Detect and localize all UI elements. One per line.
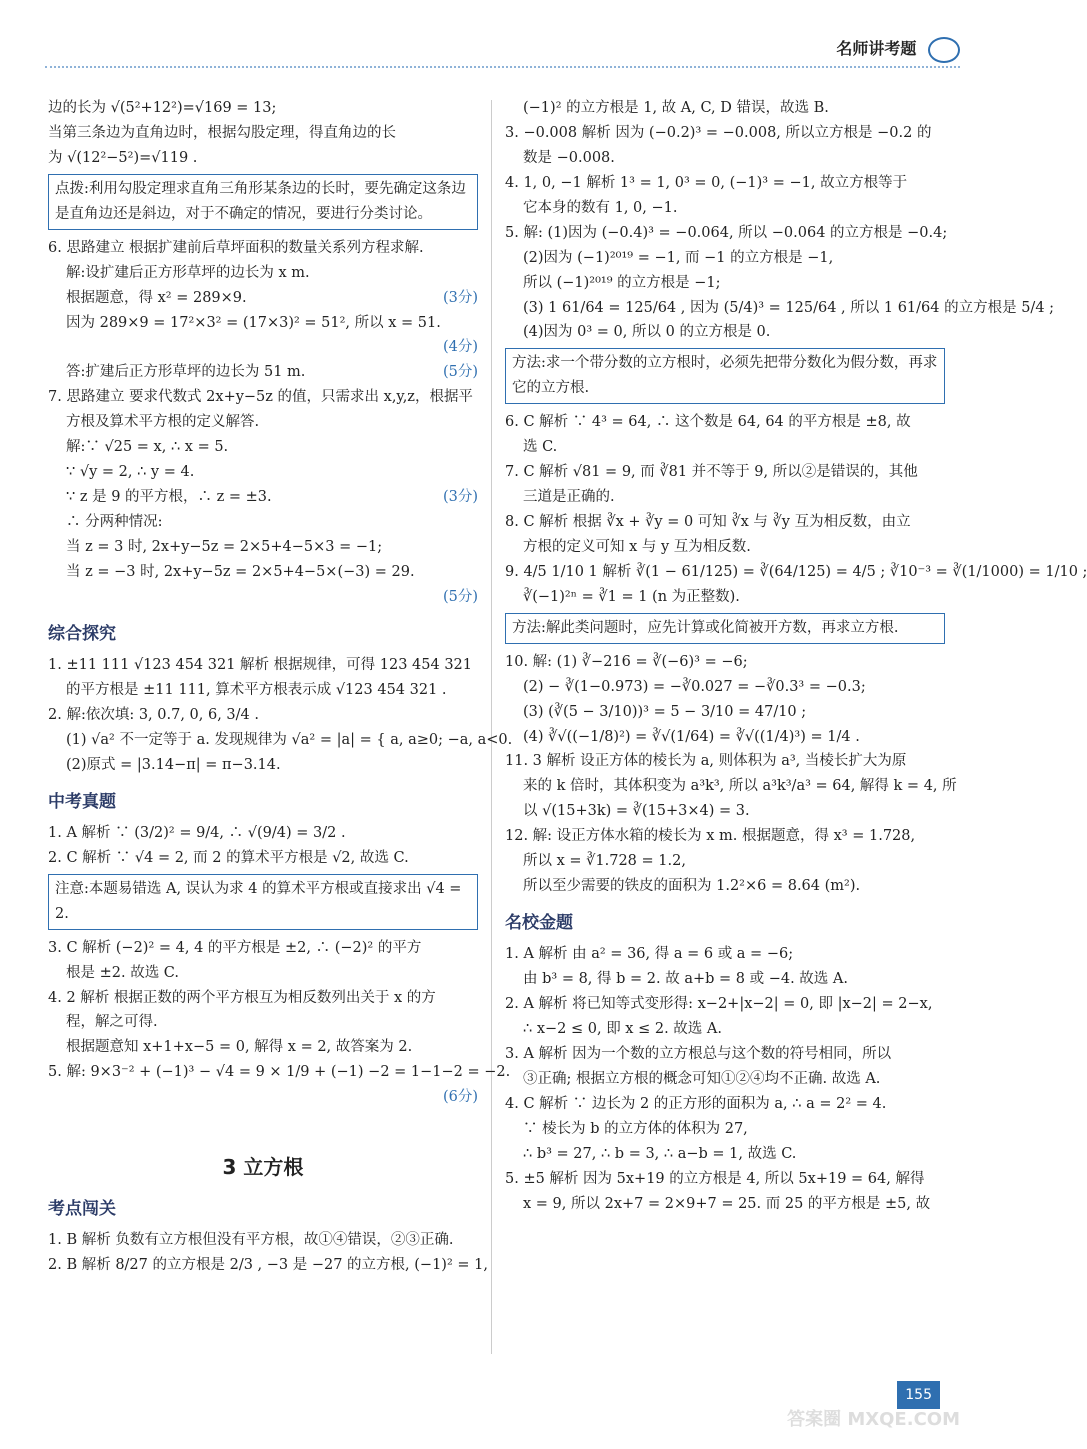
score-label: (5分) xyxy=(442,364,478,381)
page-number: 155 xyxy=(897,1381,940,1409)
q7-line: 解:∵ √25 = x, ∴ x = 5. xyxy=(66,439,229,456)
answer-line: 4. 1, 0, −1 解析 1³ = 1, 0³ = 0, (−1)³ = −1, 故立方根等于 xyxy=(505,174,908,191)
answer-line: 程，解之可得. xyxy=(66,1014,158,1031)
answer-line: 三道是正确的. xyxy=(523,489,615,506)
answer-line: 方根的定义可知 x 与 y 互为相反数. xyxy=(523,538,751,555)
answer-line: 11. 3 解析 设正方体的棱长为 a, 则体积为 a³, 当棱长扩大为原 xyxy=(505,753,907,770)
q6-line: 根据题意，得 x² = 289×9. (3分) xyxy=(48,286,478,311)
answer-line: 2. C 解析 ∵ √4 = 2, 而 2 的算术平方根是 √2, 故选 C. xyxy=(48,849,409,866)
answer-line: (2)原式 = |3.14−π| = π−3.14. xyxy=(66,756,281,773)
q7-line xyxy=(48,585,478,610)
text-line: 为 √(12²−5²)=√119 . xyxy=(48,149,198,166)
answer-line: 9. 4/5 1/10 1 解析 ∛(1 − 61/125) = ∛(64/125) = 4/5 ; ∛10⁻³ = ∛(1/1000) = 1/10 ; xyxy=(505,563,1087,580)
answer-line: ③正确; 根据立方根的概念可知①②④均不正确. 故选 A. xyxy=(523,1070,881,1087)
brand-logo-icon xyxy=(928,37,960,63)
answer-line: (2) − ∛(1−0.973) = −∛0.027 = −∛0.3³ = −0.3; xyxy=(523,678,866,695)
answer-line: 10. 解: (1) ∛−216 = ∛(−6)³ = −6; xyxy=(505,653,748,670)
answer-line: 3. C 解析 (−2)² = 4, 4 的平方根是 ±2, ∴ (−2)² 的平方 xyxy=(48,939,422,956)
q7-line: 方根及算术平方根的定义解答. xyxy=(66,414,260,431)
q7-line: ∴ 分两种情况: xyxy=(66,514,163,530)
answer-line: (−1)² 的立方根是 1, 故 A, C, D 错误，故选 B. xyxy=(523,100,829,116)
answer-line: ∵ 棱长为 b 的立方体的体积为 27, xyxy=(523,1120,748,1137)
header-rule xyxy=(45,66,960,68)
answer-line: ∴ x−2 ≤ 0, 即 x ≤ 2. 故选 A. xyxy=(523,1021,722,1038)
score-label: (5分) xyxy=(442,588,478,605)
text-line: 边的长为 √(5²+12²)=√169 = 13; xyxy=(48,100,277,116)
answer-line: 所以至少需要的铁皮的面积为 1.2²×6 = 8.64 (m²). xyxy=(523,878,861,895)
answer-line: 12. 解: 设正方体水箱的棱长为 x m. 根据题意，得 x³ = 1.728, xyxy=(505,828,916,845)
answer-line xyxy=(48,1085,478,1110)
answer-line: 的平方根是 ±11 111, 算术平方根表示成 √123 454 321 . xyxy=(66,681,447,698)
answer-line: 根是 ±2. 故选 C. xyxy=(66,964,179,981)
q6-line: 因为 289×9 = 17²×3² = (17×3)² = 51², 所以 x = 51. xyxy=(66,314,441,331)
q7-line: 7. 思路建立 要求代数式 2x+y−5z 的值，只需求出 x,y,z，根据平 xyxy=(48,389,473,406)
answer-line: (4) ∛√((−1/8)²) = ∛√(1/64) = ∛√((1/4)³) = 1/4 . xyxy=(523,728,860,745)
section-heading: 中考真题 xyxy=(48,791,116,812)
score-label: (6分) xyxy=(442,1089,478,1106)
answer-line: ∴ b³ = 27, ∴ b = 3, ∴ a−b = 1, 故选 C. xyxy=(523,1145,797,1162)
answer-line: 4. C 解析 ∵ 边长为 2 的正方形的面积为 a, ∴ a = 2² = 4. xyxy=(505,1095,887,1112)
score-label: (3分) xyxy=(442,489,478,506)
answer-line: 选 C. xyxy=(523,439,558,456)
answer-line: (4)因为 0³ = 0, 所以 0 的立方根是 0. xyxy=(523,324,771,341)
score-label: (3分) xyxy=(442,289,478,306)
answer-line: 4. 2 解析 根据正数的两个平方根互为相反数列出关于 x 的方 xyxy=(48,989,436,1006)
answer-line: 所以 (−1)²⁰¹⁹ 的立方根是 −1; xyxy=(523,274,721,291)
page-header xyxy=(836,36,960,63)
answer-line: (1) √a² 不一定等于 a. 发现规律为 √a² = |a| = { a, a≥0; −a, a<0. xyxy=(66,731,513,748)
answer-line: 7. C 解析 √81 = 9, 而 ∛81 并不等于 9, 所以②是错误的，其他 xyxy=(505,464,918,481)
q7-line: ∵ √y = 2, ∴ y = 4. xyxy=(66,464,195,481)
left-column xyxy=(48,96,513,1278)
q6-line: 解:设扩建后正方形草坪的边长为 x m. xyxy=(66,264,310,281)
answer-line: 根据题意知 x+1+x−5 = 0, 解得 x = 2, 故答案为 2. xyxy=(66,1039,413,1056)
chapter-title: 3 立方根 xyxy=(222,1155,304,1180)
answer-line: ∛(−1)²ⁿ = ∛1 = 1 (n 为正整数). xyxy=(523,588,740,605)
q6-line: 答:扩建后正方形草坪的边长为 51 m. (5分) xyxy=(48,360,478,385)
watermark: 答案圈 MXQE.COM xyxy=(787,1409,960,1430)
right-column xyxy=(505,96,1087,1217)
answer-line: (2)因为 (−1)²⁰¹⁹ = −1, 而 −1 的立方根是 −1, xyxy=(523,249,834,266)
text-line: 当第三条边为直角边时，根据勾股定理，得直角边的长 xyxy=(48,124,396,141)
answer-line: 1. A 解析 ∵ (3/2)² = 9/4, ∴ √(9/4) = 3/2 . xyxy=(48,824,346,841)
answer-line: 3. A 解析 因为一个数的立方根总与这个数的符号相同，所以 xyxy=(505,1046,892,1063)
answer-line: (3) 1 61/64 = 125/64 , 因为 (5/4)³ = 125/64 , 所以 1 61/64 的立方根是 5/4 ; xyxy=(523,299,1055,316)
q7-line: 当 z = −3 时, 2x+y−5z = 2×5+4−5×(−3) = 29. xyxy=(66,563,415,580)
answer-line: 5. 解: (1)因为 (−0.4)³ = −0.064, 所以 −0.064 的立方根是 −0.4; xyxy=(505,224,948,241)
q6-line: 6. 思路建立 根据扩建前后草坪面积的数量关系列方程求解. xyxy=(48,239,424,256)
tip-box: 点拨:利用勾股定理求直角三角形某条边的长时，要先确定这条边是直角边还是斜边，对于不确定的情况，要进行分类讨论。 xyxy=(48,174,478,230)
answer-line: 以 √(15+3k) = ∛(15+3×4) = 3. xyxy=(523,803,750,820)
answer-line: 6. C 解析 ∵ 4³ = 64, ∴ 这个数是 64, 64 的平方根是 ±8, 故 xyxy=(505,414,911,431)
method-box: 方法:解此类问题时，应先计算或化简被开方数，再求立方根. xyxy=(505,613,945,644)
answer-line: (3) (∛(5 − 3/10))³ = 5 − 3/10 = 47/10 ; xyxy=(523,703,807,720)
q6-line xyxy=(48,335,478,360)
answer-line: 2. B 解析 8/27 的立方根是 2/3 , −3 是 −27 的立方根, (−1)² = 1, xyxy=(48,1256,488,1273)
answer-line: 1. A 解析 由 a² = 36, 得 a = 6 或 a = −6; xyxy=(505,946,794,963)
answer-line: 来的 k 倍时，其体积变为 a³k³, 所以 a³k³/a³ = 64, 解得 k = 4, 所 xyxy=(523,778,957,795)
answer-line: 它本身的数有 1, 0, −1. xyxy=(523,199,678,216)
answer-line: x = 9, 所以 2x+7 = 2×9+7 = 25. 而 25 的平方根是 ±5, 故 xyxy=(523,1195,931,1212)
note-box: 注意:本题易错选 A, 误认为求 4 的算术平方根或直接求出 √4 = 2. xyxy=(48,874,478,930)
answer-line: 3. −0.008 解析 因为 (−0.2)³ = −0.008, 所以立方根是 −0.2 的 xyxy=(505,124,932,141)
q7-line: ∵ z 是 9 的平方根，∴ z = ±3. (3分) xyxy=(48,485,478,510)
answer-line: 2. 解:依次填: 3, 0.7, 0, 6, 3/4 . xyxy=(48,706,259,723)
section-heading: 综合探究 xyxy=(48,623,116,644)
answer-line: 1. B 解析 负数有立方根但没有平方根，故①④错误，②③正确. xyxy=(48,1231,454,1248)
answer-line: 所以 x = ∛1.728 = 1.2, xyxy=(523,853,686,870)
answer-line: 数是 −0.008. xyxy=(523,149,615,166)
section-heading: 考点闯关 xyxy=(48,1198,116,1219)
answer-line: 5. ±5 解析 因为 5x+19 的立方根是 4, 所以 5x+19 = 64, 解得 xyxy=(505,1170,925,1187)
answer-line: 5. 解: 9×3⁻² + (−1)³ − √4 = 9 × 1/9 + (−1) −2 = 1−1−2 = −2. xyxy=(48,1064,511,1081)
answer-line: 2. A 解析 将已知等式变形得: x−2+|x−2| = 0, 即 |x−2| = 2−x, xyxy=(505,996,933,1013)
answer-line: 由 b³ = 8, 得 b = 2. 故 a+b = 8 或 −4. 故选 A. xyxy=(523,971,848,988)
score-label: (4分) xyxy=(442,339,478,356)
section-heading: 名校金题 xyxy=(505,913,573,934)
header-title: 名师讲考题 xyxy=(836,39,917,58)
q7-line: 当 z = 3 时, 2x+y−5z = 2×5+4−5×3 = −1; xyxy=(66,538,383,555)
answer-line: 8. C 解析 根据 ∛x + ∛y = 0 可知 ∛x 与 ∛y 互为相反数，由立 xyxy=(505,514,911,530)
answer-line: 1. ±11 111 √123 454 321 解析 根据规律，可得 123 454 321 xyxy=(48,656,472,673)
method-box: 方法:求一个带分数的立方根时，必须先把带分数化为假分数，再求它的立方根. xyxy=(505,348,945,404)
